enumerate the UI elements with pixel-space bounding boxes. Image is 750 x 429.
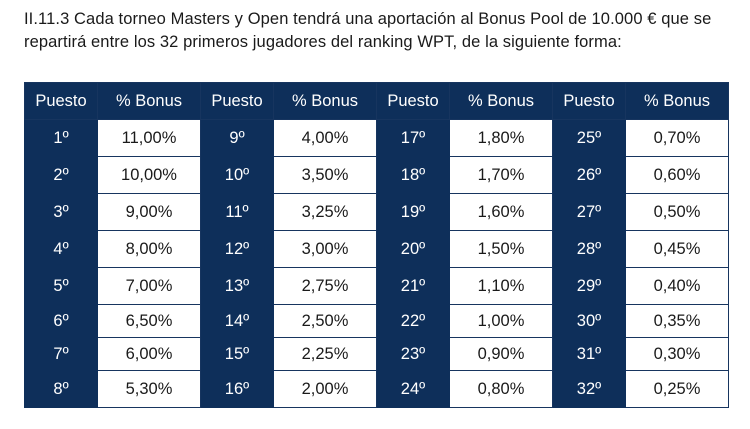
position-cell: 6º bbox=[25, 305, 98, 338]
bonus-percentage-cell: 4,00% bbox=[274, 120, 377, 157]
column-header-puesto: Puesto bbox=[201, 83, 274, 120]
position-cell: 11º bbox=[201, 194, 274, 231]
position-cell: 19º bbox=[377, 194, 450, 231]
bonus-percentage-cell: 2,00% bbox=[274, 371, 377, 408]
column-header-puesto: Puesto bbox=[377, 83, 450, 120]
position-cell: 23º bbox=[377, 338, 450, 371]
bonus-percentage-cell: 0,45% bbox=[626, 231, 729, 268]
bonus-percentage-cell: 3,25% bbox=[274, 194, 377, 231]
position-cell: 25º bbox=[553, 120, 626, 157]
bonus-percentage-cell: 0,25% bbox=[626, 371, 729, 408]
bonus-percentage-cell: 7,00% bbox=[98, 268, 201, 305]
bonus-percentage-cell: 11,00% bbox=[98, 120, 201, 157]
position-cell: 31º bbox=[553, 338, 626, 371]
bonus-percentage-cell: 0,80% bbox=[450, 371, 553, 408]
bonus-percentage-cell: 1,00% bbox=[450, 305, 553, 338]
position-cell: 2º bbox=[25, 157, 98, 194]
bonus-percentage-cell: 0,50% bbox=[626, 194, 729, 231]
table-header-row bbox=[25, 83, 729, 120]
position-cell: 9º bbox=[201, 120, 274, 157]
column-header-bonus: % Bonus bbox=[274, 83, 377, 120]
position-cell: 22º bbox=[377, 305, 450, 338]
bonus-percentage-cell: 3,00% bbox=[274, 231, 377, 268]
bonus-percentage-cell: 1,70% bbox=[450, 157, 553, 194]
position-cell: 13º bbox=[201, 268, 274, 305]
position-cell: 3º bbox=[25, 194, 98, 231]
bonus-percentage-cell: 3,50% bbox=[274, 157, 377, 194]
position-cell: 8º bbox=[25, 371, 98, 408]
position-cell: 30º bbox=[553, 305, 626, 338]
position-cell: 1º bbox=[25, 120, 98, 157]
position-cell: 21º bbox=[377, 268, 450, 305]
table-body bbox=[25, 120, 729, 408]
bonus-percentage-cell: 1,60% bbox=[450, 194, 553, 231]
position-cell: 29º bbox=[553, 268, 626, 305]
bonus-percentage-cell: 0,30% bbox=[626, 338, 729, 371]
column-header-puesto: Puesto bbox=[25, 83, 98, 120]
bonus-percentage-cell: 0,70% bbox=[626, 120, 729, 157]
bonus-distribution-table bbox=[24, 82, 729, 408]
position-cell: 12º bbox=[201, 231, 274, 268]
position-cell: 17º bbox=[377, 120, 450, 157]
position-cell: 26º bbox=[553, 157, 626, 194]
bonus-percentage-cell: 6,00% bbox=[98, 338, 201, 371]
bonus-percentage-cell: 2,50% bbox=[274, 305, 377, 338]
bonus-percentage-cell: 8,00% bbox=[98, 231, 201, 268]
table-row bbox=[25, 157, 729, 194]
position-cell: 7º bbox=[25, 338, 98, 371]
column-header-bonus: % Bonus bbox=[626, 83, 729, 120]
position-cell: 16º bbox=[201, 371, 274, 408]
table-row bbox=[25, 371, 729, 408]
position-cell: 27º bbox=[553, 194, 626, 231]
bonus-percentage-cell: 0,40% bbox=[626, 268, 729, 305]
position-cell: 5º bbox=[25, 268, 98, 305]
position-cell: 24º bbox=[377, 371, 450, 408]
table-row bbox=[25, 231, 729, 268]
bonus-percentage-cell: 0,35% bbox=[626, 305, 729, 338]
bonus-percentage-cell: 1,10% bbox=[450, 268, 553, 305]
column-header-bonus: % Bonus bbox=[450, 83, 553, 120]
table-row bbox=[25, 268, 729, 305]
position-cell: 20º bbox=[377, 231, 450, 268]
table-row bbox=[25, 194, 729, 231]
bonus-percentage-cell: 10,00% bbox=[98, 157, 201, 194]
position-cell: 32º bbox=[553, 371, 626, 408]
table-row bbox=[25, 338, 729, 371]
position-cell: 15º bbox=[201, 338, 274, 371]
position-cell: 4º bbox=[25, 231, 98, 268]
bonus-percentage-cell: 9,00% bbox=[98, 194, 201, 231]
position-cell: 14º bbox=[201, 305, 274, 338]
bonus-percentage-cell: 5,30% bbox=[98, 371, 201, 408]
column-header-puesto: Puesto bbox=[553, 83, 626, 120]
bonus-percentage-cell: 2,25% bbox=[274, 338, 377, 371]
table-row bbox=[25, 305, 729, 338]
position-cell: 10º bbox=[201, 157, 274, 194]
column-header-bonus: % Bonus bbox=[98, 83, 201, 120]
bonus-percentage-cell: 0,90% bbox=[450, 338, 553, 371]
position-cell: 18º bbox=[377, 157, 450, 194]
bonus-percentage-cell: 2,75% bbox=[274, 268, 377, 305]
position-cell: 28º bbox=[553, 231, 626, 268]
bonus-percentage-cell: 1,80% bbox=[450, 120, 553, 157]
bonus-percentage-cell: 6,50% bbox=[98, 305, 201, 338]
intro-paragraph: II.11.3 Cada torneo Masters y Open tendrá una aportación al Bonus Pool de 10.000 € que se repartirá entre los 32 primeros jugadores del ranking WPT, de la siguiente forma: bbox=[24, 10, 712, 51]
bonus-percentage-cell: 1,50% bbox=[450, 231, 553, 268]
bonus-percentage-cell: 0,60% bbox=[626, 157, 729, 194]
table-row bbox=[25, 120, 729, 157]
